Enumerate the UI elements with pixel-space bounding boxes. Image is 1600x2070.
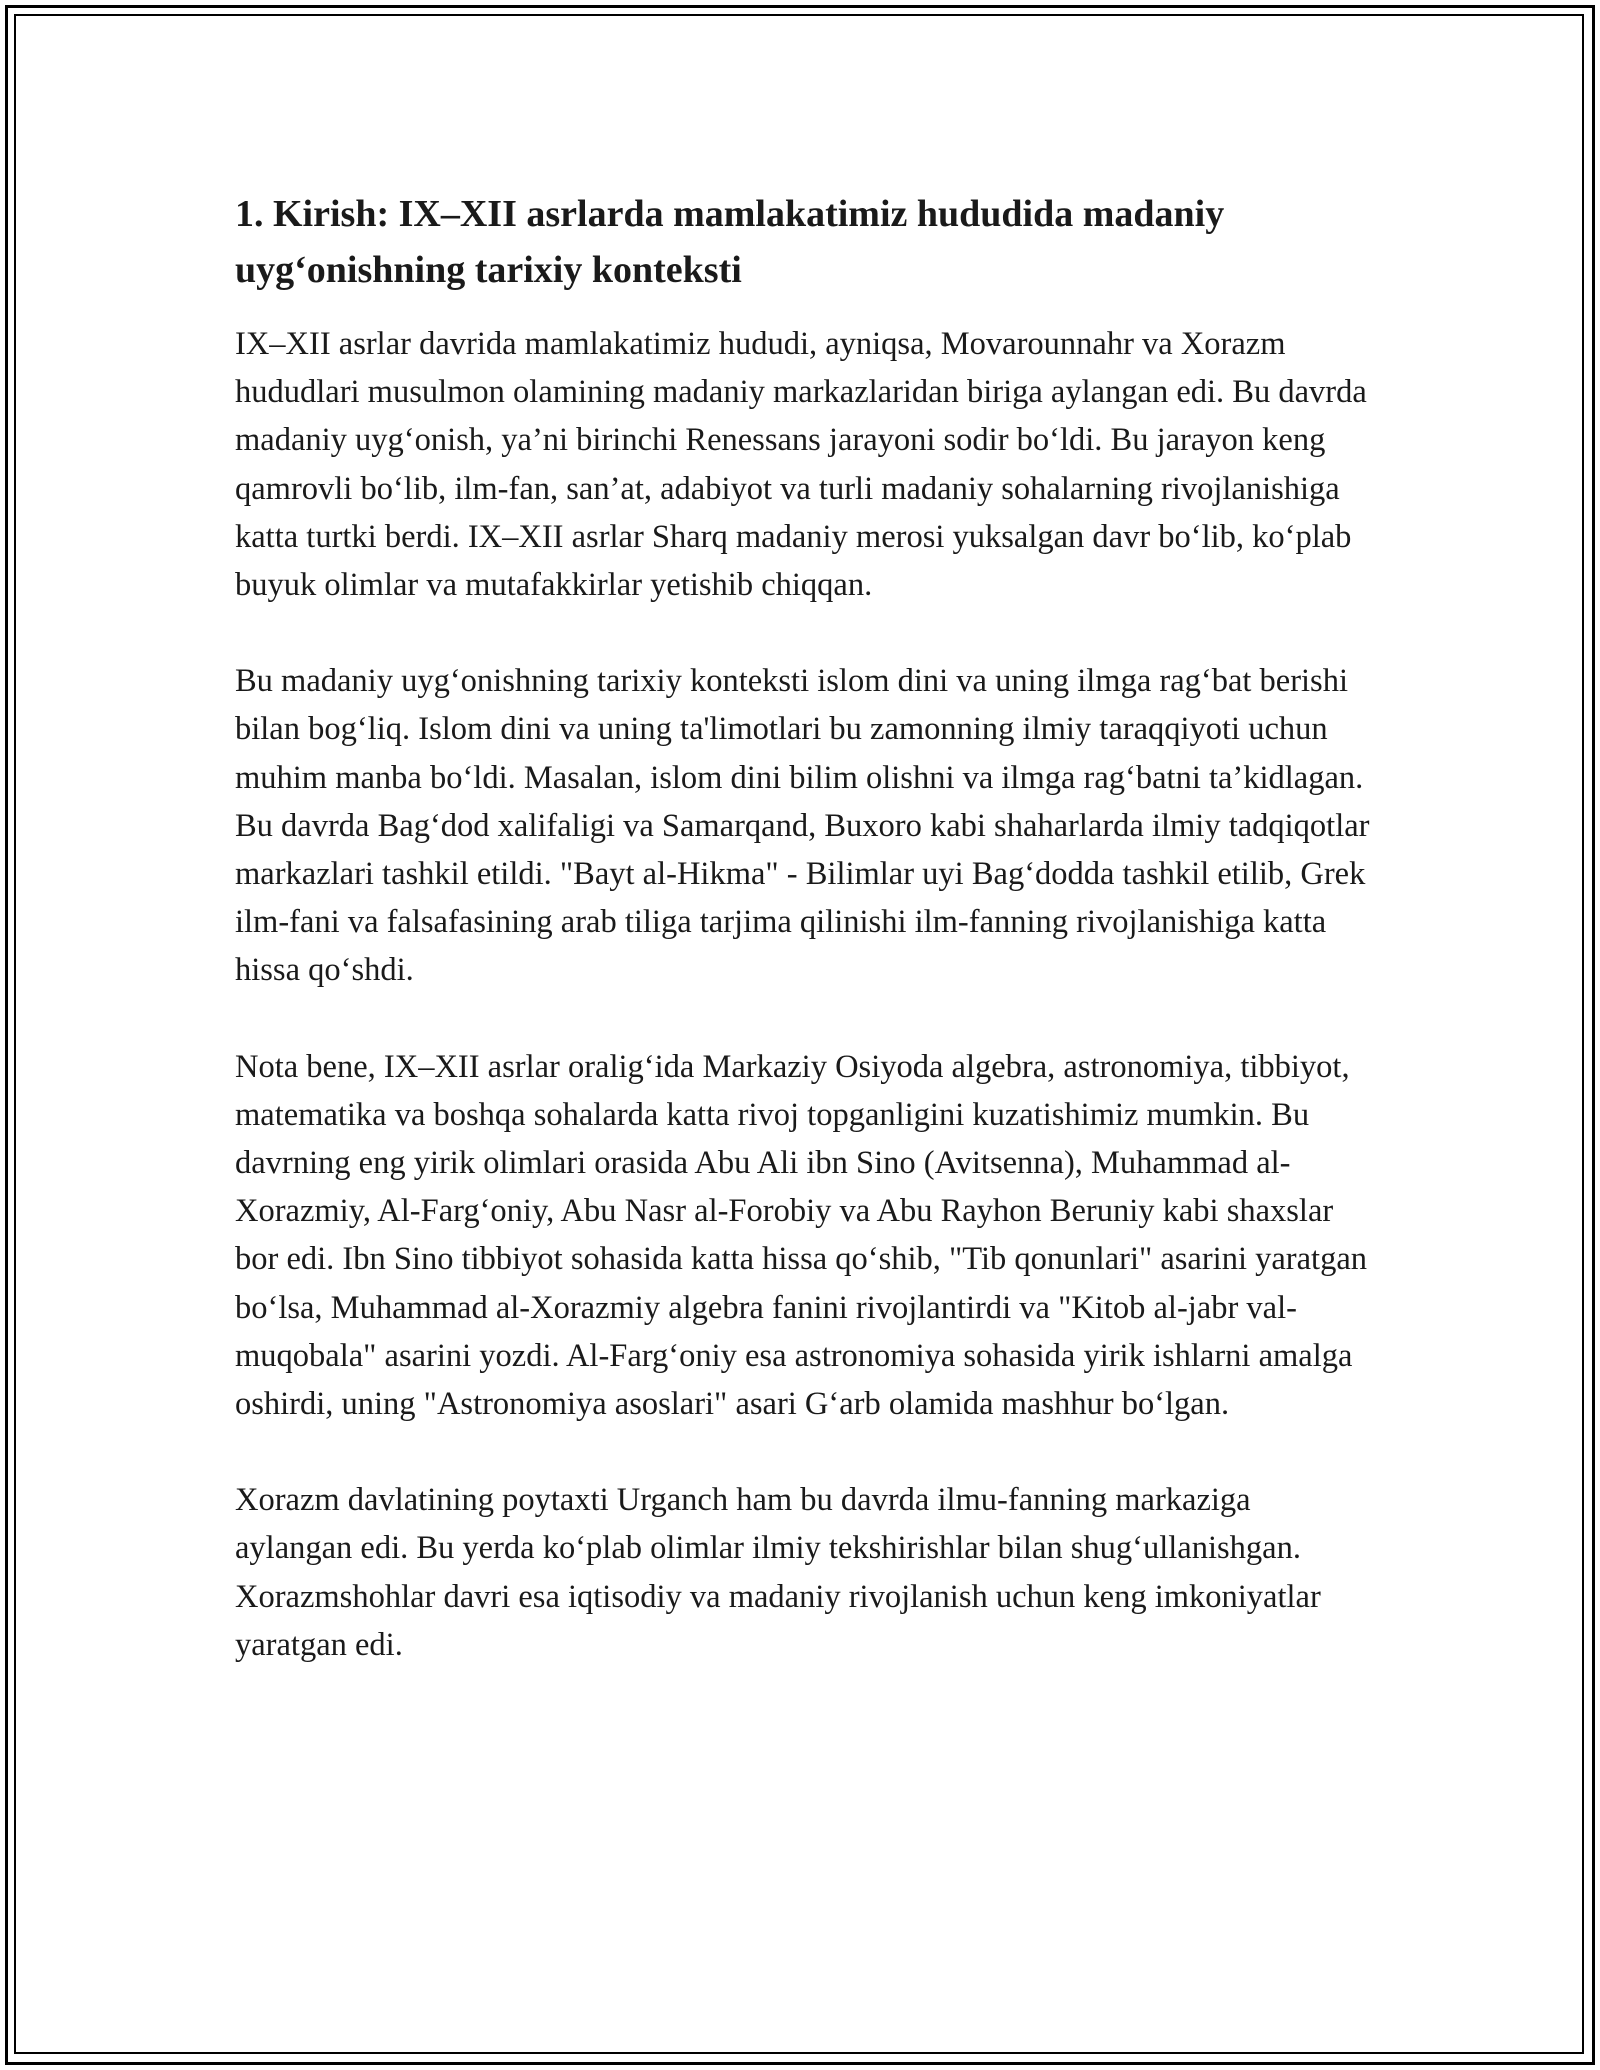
section-heading: 1. Kirish: IX–XII asrlarda mamlakatimiz hududida madaniy uyg‘onishning tarixiy konteksti [235, 193, 1225, 291]
paragraph-1: IX–XII asrlar davrida mamlakatimiz hududi, ayniqsa, Movarounnahr va Xorazm hududlari musulmon olamining madaniy markazlaridan biriga aylangan edi. Bu davrda madaniy uyg‘onish, ya’ni birinchi Renessans jarayoni sodir bo‘ldi. Bu jarayon keng qamrovli bo‘lib, ilm-fan, san’at, adabiyot va turli madaniy sohalarning rivojlanishiga katta turtki berdi. IX–XII asrlar Sharq madaniy merosi yuksalgan davr bo‘lib, ko‘plab buyuk olimlar va mutafakkirlar yetishib chiqqan. [235, 326, 1367, 604]
document-body [235, 186, 1370, 1717]
paragraph-2: Bu madaniy uyg‘onishning tarixiy konteksti islom dini va uning ilmga rag‘bat berishi bilan bog‘liq. Islom dini va uning ta'limotlari bu zamonning ilmiy taraqqiyoti uchun muhim manba bo‘ldi. Masalan, islom dini bilim olishni va ilmga rag‘batni ta’kidlagan. Bu davrda Bag‘dod xalifaligi va Samarqand, Buxoro kabi shaharlarda ilmiy tadqiqotlar markazlari tashkil etildi. "Bayt al-Hikma" - Bilimlar uyi Bag‘dodda tashkil etilib, Grek ilm-fani va falsafasining arab tiliga tarjima qilinishi ilm-fanning rivojlanishiga katta hissa qo‘shdi. [235, 663, 1370, 989]
paragraph-4: Xorazm davlatining poytaxti Urganch ham bu davrda ilmu-fanning markaziga aylangan edi. Bu yerda ko‘plab olimlar ilmiy tekshirishlar bilan shug‘ullanishgan. Xorazmshohlar davri esa iqtisodiy va madaniy rivojlanish uchun keng imkoniyatlar yaratgan edi. [235, 1482, 1321, 1663]
paragraph-3: Nota bene, IX–XII asrlar oralig‘ida Markaziy Osiyoda algebra, astronomiya, tibbiyot, matematika va boshqa sohalarda katta rivoj topganligini kuzatishimiz mumkin. Bu davrning eng yirik olimlari orasida Abu Ali ibn Sino (Avitsenna), Muhammad al-Xorazmiy, Al-Farg‘oniy, Abu Nasr al-Forobiy va Abu Rayhon Beruniy kabi shaxslar bor edi. Ibn Sino tibbiyot sohasida katta hissa qo‘shib, "Tib qonunlari" asarini yaratgan bo‘lsa, Muhammad al-Xorazmiy algebra fanini rivojlantirdi va "Kitob al-jabr val-muqobala" asarini yozdi. Al-Farg‘oniy esa astronomiya sohasida yirik ishlarni amalga oshirdi, uning "Astronomiya asoslari" asari G‘arb olamida mashhur bo‘lgan. [235, 1048, 1367, 1423]
